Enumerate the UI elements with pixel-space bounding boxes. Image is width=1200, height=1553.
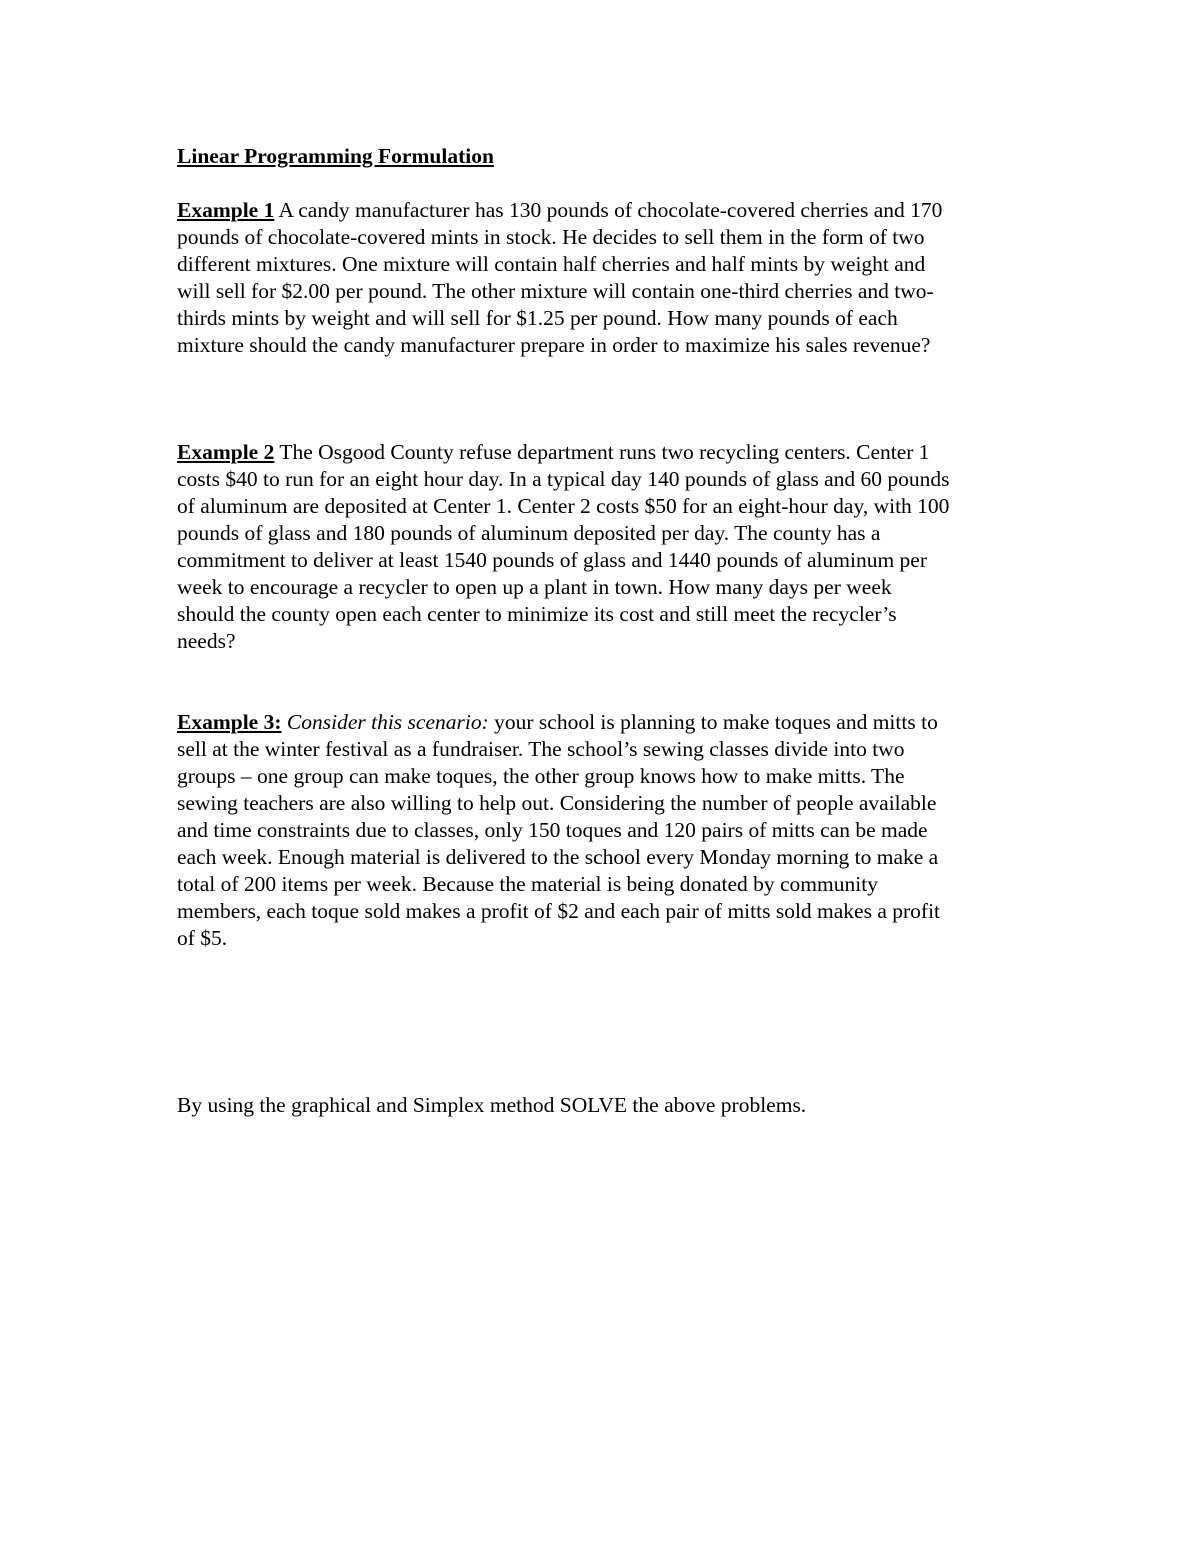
example-2-line: week to encourage a recycler to open up a plant in town. How many days per week: [177, 575, 892, 599]
example-2-line: of aluminum are deposited at Center 1. Center 2 costs $50 for an eight-hour day, with 100: [177, 494, 950, 518]
example-3-italic-lead: Consider this scenario:: [281, 710, 489, 734]
example-1-label: Example 1: [177, 198, 275, 222]
example-3-line: of $5.: [177, 926, 228, 950]
example-2-line: should the county open each center to minimize its cost and still meet the recycler’s: [177, 602, 897, 626]
example-1-paragraph: [177, 197, 1027, 359]
closing-instruction: By using the graphical and Simplex method SOLVE the above problems.: [177, 1093, 807, 1117]
document-title: Linear Programming Formulation: [177, 144, 494, 168]
example-3-line: total of 200 items per week. Because the material is being donated by community: [177, 872, 878, 896]
example-3-line: members, each toque sold makes a profit of $2 and each pair of mitts sold makes a profit: [177, 899, 941, 923]
example-1-line: mixture should the candy manufacturer prepare in order to maximize his sales revenue?: [177, 333, 931, 357]
example-1-line: pounds of chocolate-covered mints in stock. He decides to sell them in the form of two: [177, 225, 925, 249]
example-3-line: sell at the winter festival as a fundraiser. The school’s sewing classes divide into two: [177, 737, 905, 761]
example-2-line: costs $40 to run for an eight hour day. In a typical day 140 pounds of glass and 60 pounds: [177, 467, 950, 491]
example-3-line: [177, 709, 1027, 736]
example-2-paragraph: [177, 439, 1027, 655]
example-1-line: thirds mints by weight and will sell for $1.25 per pound. How many pounds of each: [177, 306, 898, 330]
example-3-line: groups – one group can make toques, the other group knows how to make mitts. The: [177, 764, 905, 788]
example-3-line: each week. Enough material is delivered to the school every Monday morning to make a: [177, 845, 939, 869]
example-3-paragraph: [177, 709, 1027, 952]
example-1-line: different mixtures. One mixture will contain half cherries and half mints by weight and: [177, 252, 926, 276]
example-1-text: A candy manufacturer has 130 pounds of chocolate-covered cherries and 170: [274, 198, 943, 222]
example-3-line: and time constraints due to classes, only 150 toques and 120 pairs of mitts can be made: [177, 818, 928, 842]
example-2-line: pounds of glass and 180 pounds of aluminum deposited per day. The county has a: [177, 521, 881, 545]
example-3-line: sewing teachers are also willing to help out. Considering the number of people available: [177, 791, 937, 815]
example-2-line: needs?: [177, 629, 236, 653]
example-2-text: The Osgood County refuse department runs two recycling centers. Center 1: [274, 440, 930, 464]
example-1-line: will sell for $2.00 per pound. The other mixture will contain one-third cherries and two-: [177, 279, 934, 303]
example-2-line: [177, 439, 1027, 466]
example-2-label: Example 2: [177, 440, 275, 464]
example-3-text: your school is planning to make toques and mitts to: [488, 710, 938, 734]
example-3-label: Example 3:: [177, 710, 282, 734]
example-1-line: [177, 197, 1027, 224]
example-2-line: commitment to deliver at least 1540 pounds of glass and 1440 pounds of aluminum per: [177, 548, 927, 572]
